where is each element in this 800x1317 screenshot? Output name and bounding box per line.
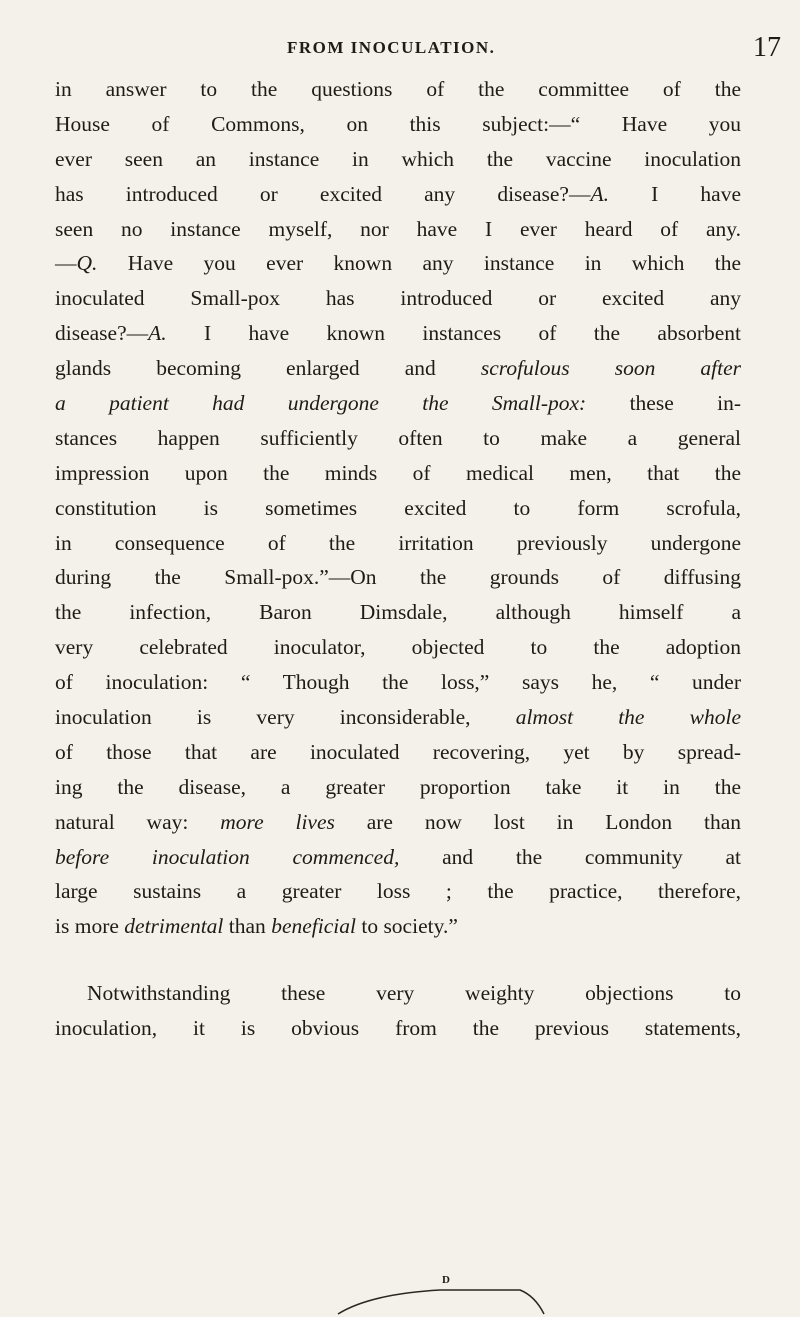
text-line <box>55 805 741 840</box>
text-segment: I have known instances of the absorbent <box>166 321 741 346</box>
page-header <box>0 32 800 68</box>
italic-text: more lives <box>220 809 335 834</box>
text-line <box>55 976 741 1011</box>
text-line <box>55 665 741 700</box>
italic-text: detrimental <box>124 914 224 939</box>
text-segment: these in- <box>586 391 741 416</box>
text-segment: of inoculation: “ Though the loss,” says he, “ under <box>55 670 741 695</box>
text-segment: during the Small-pox.”—On the grounds of diffusing <box>55 565 741 590</box>
text-segment: large sustains a greater loss ; the practice, therefore, <box>55 879 741 904</box>
text-line <box>55 735 741 770</box>
text-line <box>55 281 741 316</box>
text-line <box>55 526 741 561</box>
text-segment: to society.” <box>355 914 458 939</box>
text-line <box>55 316 741 351</box>
text-line <box>55 595 741 630</box>
italic-text: scrofulous soon after <box>480 356 741 381</box>
text-line <box>55 351 741 386</box>
text-segment: of those that are inoculated recovering, yet by spread- <box>55 739 741 764</box>
italic-text: almost the whole <box>515 705 742 730</box>
running-head: FROM INOCULATION. <box>287 38 496 57</box>
signature-rule <box>330 1276 550 1316</box>
text-segment: in answer to the questions of the committee of the <box>55 77 741 101</box>
text-line <box>55 72 741 107</box>
text-segment: stances happen sufficiently often to make a general <box>55 425 741 450</box>
text-segment: — <box>55 251 77 276</box>
text-segment: and the community at <box>399 844 741 869</box>
text-segment: inoculated Small-pox has introduced or excited any <box>55 286 741 311</box>
text-segment: is more <box>55 914 125 939</box>
paragraph-1 <box>55 72 741 944</box>
text-line <box>55 630 741 665</box>
text-segment: inoculation, it is obvious from the previous statements, <box>55 1016 741 1041</box>
text-segment: has introduced or excited any disease?— <box>55 181 591 206</box>
signature-mark: D <box>442 1274 450 1286</box>
text-line <box>55 177 741 212</box>
text-line <box>55 909 741 944</box>
text-segment: Have you ever known any instance in which the <box>97 251 741 276</box>
text-line <box>55 840 741 875</box>
page-number: 17 <box>753 32 781 63</box>
text-line <box>55 700 741 735</box>
text-segment: inoculation is very inconsiderable, <box>55 705 516 730</box>
text-segment: are now lost in London than <box>334 809 741 834</box>
text-segment: impression upon the minds of medical men, that the <box>55 460 741 485</box>
text-segment: ing the disease, a greater proportion take it in the <box>55 774 741 799</box>
text-line <box>55 456 741 491</box>
italic-text: A. <box>590 181 609 206</box>
text-segment: disease?— <box>55 321 149 346</box>
text-segment: constitution is sometimes excited to form scrofula, <box>55 495 741 520</box>
italic-text: Q. <box>76 251 98 276</box>
italic-text: a patient had undergone the Small-pox: <box>55 391 587 416</box>
paragraph-gap <box>55 944 741 976</box>
text-line <box>55 491 741 526</box>
italic-text: A. <box>148 321 167 346</box>
paragraph-2 <box>55 976 741 1046</box>
text-segment: House of Commons, on this subject:—“ Have you <box>55 111 741 136</box>
text-segment: Notwithstanding these very weighty objections to <box>87 981 741 1006</box>
text-segment: I have <box>608 181 741 206</box>
text-line <box>55 1011 741 1046</box>
text-segment: very celebrated inoculator, objected to the adoption <box>55 635 741 660</box>
text-line <box>55 212 741 247</box>
body-text <box>55 72 741 1046</box>
text-line <box>55 560 741 595</box>
italic-text: beneficial <box>271 914 356 939</box>
text-segment: seen no instance myself, nor have I ever heard of any. <box>55 216 741 241</box>
text-segment: glands becoming enlarged and <box>55 356 481 381</box>
text-segment: natural way: <box>55 809 221 834</box>
signature-area <box>330 1276 550 1316</box>
text-line <box>55 770 741 805</box>
text-segment: in consequence of the irritation previously undergone <box>55 530 741 555</box>
text-segment: ever seen an instance in which the vaccine inoculation <box>55 146 741 171</box>
text-line <box>55 874 741 909</box>
text-line <box>55 246 741 281</box>
text-line <box>55 421 741 456</box>
text-line <box>55 142 741 177</box>
italic-text: before inoculation commenced, <box>55 844 400 869</box>
text-segment: than <box>223 914 272 939</box>
text-line <box>55 107 741 142</box>
text-line <box>55 386 741 421</box>
text-segment: the infection, Baron Dimsdale, although himself a <box>55 600 741 625</box>
